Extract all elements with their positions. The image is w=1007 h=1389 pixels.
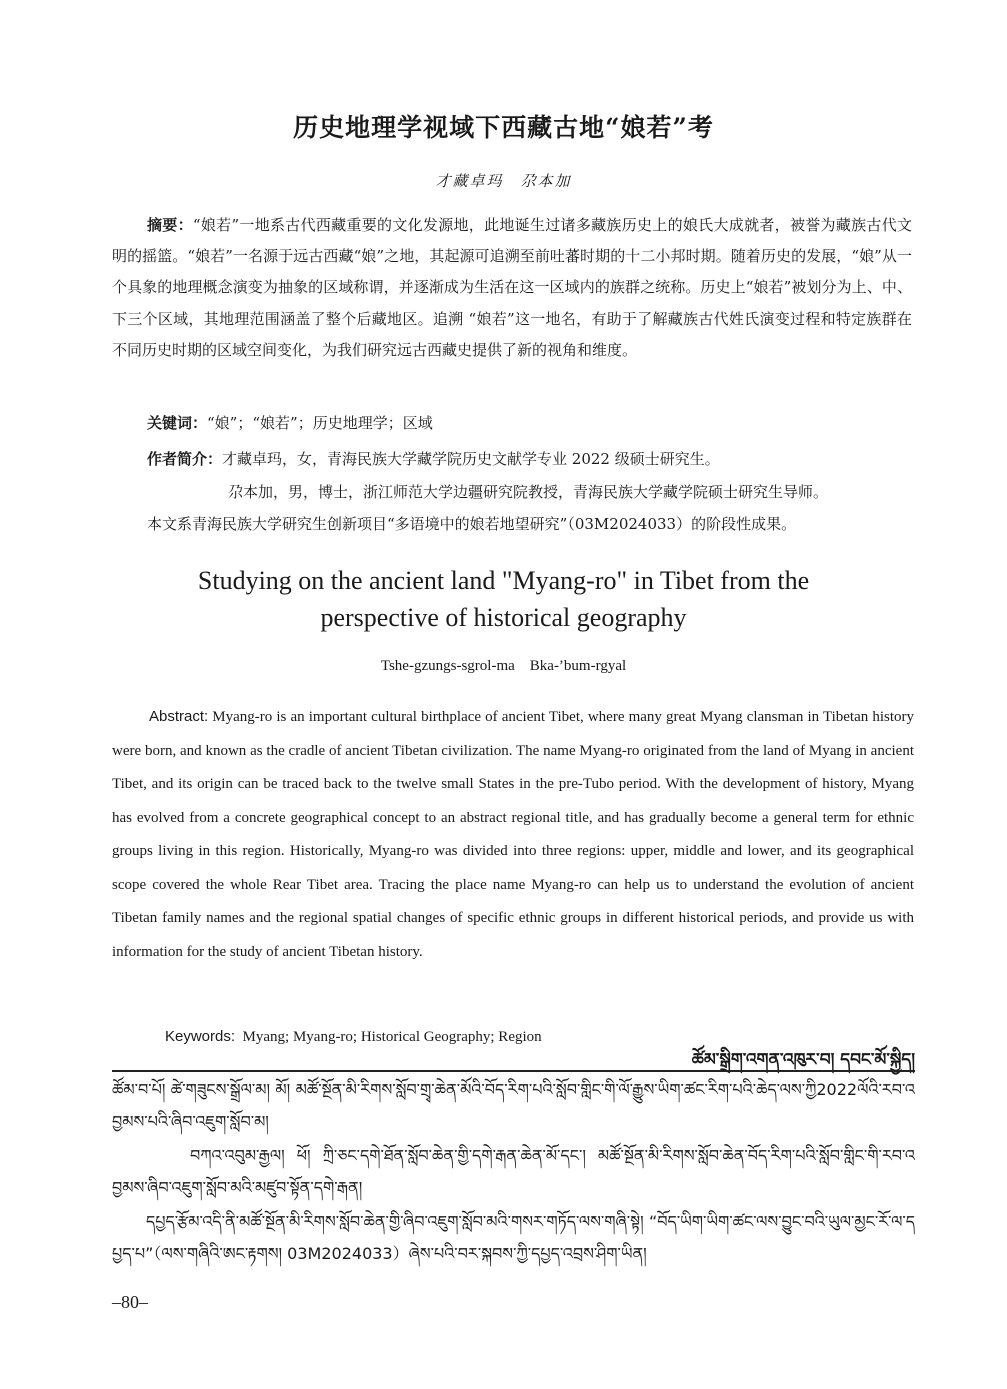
english-keywords-text: Myang; Myang-ro; Historical Geography; Region <box>235 1029 542 1045</box>
chinese-abstract-text: “娘若”一地系古代西藏重要的文化发源地，此地诞生过诸多藏族历史上的娘氏大成就者，被誉为藏族古代文明的摇篮。“娘若”一名源于远古西藏“娘”之地，其起源可追溯至前吐蕃时期的十二小邦时期。随着历史的发展，“娘”从一个具象的地理概念演变为抽象的区域称谓，并逐渐成为生活在这一区域内的族群之统称。历史上“娘若”被划分为上、中、下三个区域，其地理范围涵盖了整个后藏地区。追溯 “娘若”这一地名，有助于了解藏族古代姓氏演变过程和特定族群在不同历史时期的区域空间变化，为我们研究远古西藏史提供了新的视角和维度。 <box>112 216 912 359</box>
english-abstract <box>112 700 914 969</box>
english-abstract-label: Abstract: <box>149 708 209 725</box>
chinese-author-info-2: 尕本加，男，博士，浙江师范大学边疆研究院教授，青海民族大学藏学院硕士研究生导师。 <box>228 483 829 501</box>
english-keywords <box>150 1001 542 1073</box>
header-divider <box>112 1070 915 1072</box>
chinese-author-info <box>147 447 917 471</box>
tibetan-editor-header: ཚོམ་སྒྲིག་འགན་འཁུར་བ། དབང་མོ་སྐྱིད། <box>691 1050 915 1070</box>
chinese-title: 历史地理学视域下西藏古地“娘若”考 <box>293 113 714 142</box>
tibetan-author-info-2: བཀའ་འབུམ་རྒྱལ། ཕོ། ཀྲི་ཅང་དགེ་ཐོན་སློབ་ཆེན་གྱི་དགེ་རྒན་ཆེན་མོ་དང་། མཚོ་སྔོན་མི་རིགས་སློབ་ཆེན་བོད་རིག་པའི་སློབ་གླིང་གི་རབ་འབྱམས་ཞིབ་འཇུག་སློབ་མའི་མཛུབ་སྟོན་དགེ་རྒན། <box>112 1146 915 1197</box>
chinese-authors: 才藏卓玛 尕本加 <box>435 172 572 190</box>
chinese-author-info-1: 才藏卓玛，女，青海民族大学藏学院历史文献学专业 2022 级硕士研究生。 <box>222 450 720 468</box>
page-number: –80– <box>112 1292 148 1312</box>
chinese-abstract-label: 摘要： <box>147 216 193 234</box>
tibetan-project-note: དཔྱད་རྩོམ་འདི་ནི་མཚོ་སྔོན་མི་རིགས་སློབ་ཆེན་གྱི་ཞིབ་འཇུག་སློབ་མའི་གསར་གཏོད་ལས་གཞི་སྟེ། “བོད་ཡིག་ཡིག་ཚང་ལས་བྱུང་བའི་ཡུལ་མྱང་རོ་ལ་དཔྱད་པ”（ལས་གཞིའི་ཨང་རྟགས། 03M2024033）ཞེས་པའི་བར་སྐབས་ཀྱི་དཔྱད་འབྲས་ཤིག་ཡིན། <box>112 1212 915 1263</box>
english-title-line-2: perspective of historical geography <box>320 603 687 632</box>
english-title-line-1: Studying on the ancient land "Myang-ro" in Tibet from the <box>197 566 810 595</box>
english-keywords-label: Keywords: <box>165 1028 236 1045</box>
chinese-keywords-label: 关键词： <box>147 414 208 432</box>
english-authors: Tshe-gzungs-sgrol-ma Bka-’bum-rgyal <box>380 658 627 674</box>
chinese-keywords <box>147 411 917 435</box>
tibetan-author-info-1: ཚོམ་བ་པོ། ཚེ་གཟུངས་སྒྲོལ་མ། མོ། མཚོ་སྔོན་མི་རིགས་སློབ་གྲྭ་ཆེན་མོའི་བོད་རིག་པའི་སློབ་གླིང་གི་ལོ་རྒྱུས་ཡིག་ཚང་རིག་པའི་ཆེད་ལས་ཀྱི2022ལོའི་རབ་འབྱམས་པའི་ཞིབ་འཇུག་སློབ་མ། <box>112 1080 915 1131</box>
chinese-keywords-text: “娘”；“娘若”；历史地理学；区域 <box>207 414 433 432</box>
english-abstract-text: Myang-ro is an important cultural birthplace of ancient Tibet, where many great Myang clansman in Tibetan history were born, and known as the cradle of ancient Tibetan civilization. The name Myang-ro originated from the land of Myang in ancient Tibet, and its origin can be traced back to the twelve small States in the pre-Tubo period. With the development of history, Myang has evolved from a concrete geographical concept to an abstract regional title, and has gradually become a general term for ethnic groups living in this region. Historically, Myang-ro was divided into three regions: upper, middle and lower, and its geographical scope covered the whole Rear Tibet area. Tracing the place name Myang-ro can help us to understand the evolution of ancient Tibetan family names and the regional spatial changes of specific ethnic groups in different historical periods, and provide us with information for the study of ancient Tibetan history. <box>112 709 914 960</box>
english-title <box>0 562 1007 636</box>
chinese-author-info-label: 作者简介： <box>147 450 223 468</box>
chinese-project-note: 本文系青海民族大学研究生创新项目“多语境中的娘若地望研究”（03M2024033）的阶段性成果。 <box>147 515 797 533</box>
chinese-abstract <box>112 210 912 366</box>
